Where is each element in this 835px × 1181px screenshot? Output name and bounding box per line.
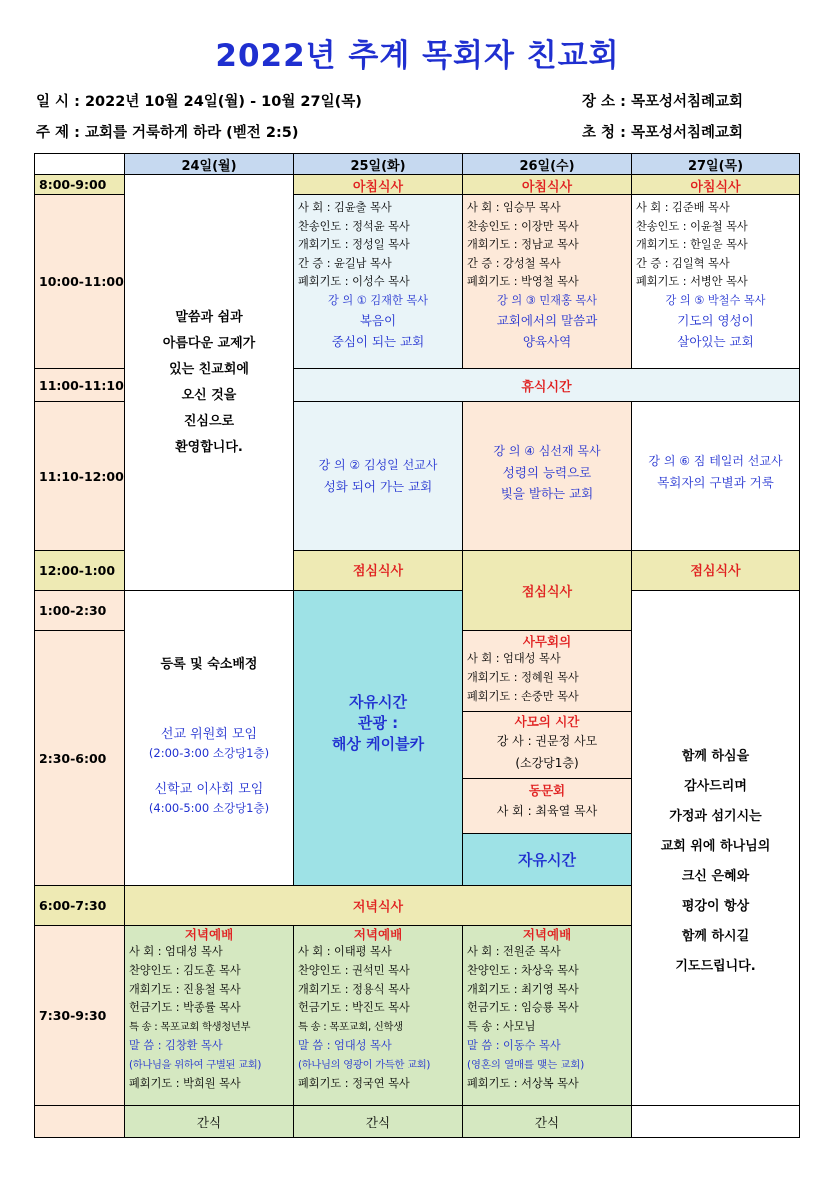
time-slot-empty	[34, 1105, 125, 1138]
alumni-meeting: 동문회 사 회 : 최육열 목사	[462, 778, 632, 834]
lunch-wed: 점심식사	[462, 550, 632, 631]
schedule-table	[34, 153, 800, 1138]
evening-worship-wed: 저녁예배 사 회 : 전원준 목사 찬양인도 : 차상욱 목사 개회기도 : 최기영 목사 헌금기도 : 임승룡 목사 특 송 : 사모님 말 씀 : 이동수 목사 (영혼의 열매를 맺는 교회) 폐회기도 : 서상복 목사	[462, 925, 632, 1106]
evening-worship-mon: 저녁예배 사 회 : 엄대성 목사 찬양인도 : 김도훈 목사 개회기도 : 진용철 목사 헌금기도 : 박종률 목사 특 송 : 목포교회 학생청년부 말 씀 : 김창환 목사 (하나님을 위하여 구별된 교회) 폐회기도 : 박희원 목사	[124, 925, 294, 1106]
snack-thu-empty	[631, 1105, 800, 1138]
header-mon: 24일(월)	[124, 153, 294, 175]
dinner: 저녁식사	[124, 885, 632, 926]
event-date: 일 시 : 2022년 10월 24일(월) - 10월 27일(목)	[36, 94, 362, 110]
seminary-board-detail: (4:00-5:00 소강당1층)	[148, 801, 270, 815]
time-slot: 7:30-9:30	[34, 925, 125, 1106]
break-time: 휴식시간	[293, 368, 800, 402]
lunch-tue: 점심식사	[293, 550, 463, 591]
welcome-message: 말씀과 쉼과 아름다운 교제가 있는 친교회에 오신 것을 진심으로 환영합니다.	[124, 174, 294, 591]
mission-committee-meeting: 선교 위원회 모임	[160, 727, 258, 742]
morning-program-thu: 사 회 : 김준배 목사 찬송인도 : 이윤철 목사 개회기도 : 한일운 목사 간 증 : 김일혁 목사 폐회기도 : 서병안 목사 강 의 ⑤ 박철수 목사 기도의 영성이 살아있는 교회	[631, 194, 800, 369]
monday-afternoon	[124, 590, 294, 886]
evening-worship-tue: 저녁예배 사 회 : 이태평 목사 찬양인도 : 권석민 목사 개회기도 : 정용식 목사 헌금기도 : 박진도 목사 특 송 : 목포교회, 신학생 말 씀 : 엄대성 목사 (하나님의 영광이 가득한 교회) 폐회기도 : 정국연 목사	[293, 925, 463, 1106]
business-meeting: 사무회의 사 회 : 엄대성 목사 개회기도 : 정혜원 목사 폐회기도 : 손중만 목사	[462, 630, 632, 712]
midday-lecture-tue: 강 의 ② 김성일 선교사 성화 되어 가는 교회	[293, 401, 463, 551]
corner-cell	[34, 153, 125, 175]
time-slot: 2:30-6:00	[34, 630, 125, 886]
snack-mon: 간식	[124, 1105, 294, 1138]
header-wed: 26일(수)	[462, 153, 632, 175]
wednesday-free-time: 자유시간	[462, 833, 632, 886]
pastors-wives-time: 사모의 시간 강 사 : 권문정 사모 (소강당1층)	[462, 711, 632, 779]
header-thu: 27일(목)	[631, 153, 800, 175]
snack-tue: 간식	[293, 1105, 463, 1138]
time-slot: 11:00-11:10	[34, 368, 125, 402]
midday-lecture-thu: 강 의 ⑥ 짐 테일러 선교사 목회자의 구별과 거룩	[631, 401, 800, 551]
breakfast-wed: 아침식사	[462, 174, 632, 195]
header-tue: 25일(화)	[293, 153, 463, 175]
seminary-board-meeting: 신학교 이사회 모임	[154, 782, 264, 797]
snack-wed: 간식	[462, 1105, 632, 1138]
time-slot: 6:00-7:30	[34, 885, 125, 926]
time-slot: 11:10-12:00	[34, 401, 125, 551]
tuesday-free-time: 자유시간 관광 : 해상 케이블카	[293, 590, 463, 886]
mission-committee-detail: (2:00-3:00 소강당1층)	[148, 746, 270, 760]
event-host: 초 청 : 목포성서침례교회	[582, 125, 744, 141]
event-theme: 주 제 : 교회를 거룩하게 하라 (벧전 2:5)	[36, 125, 299, 141]
registration-label: 등록 및 숙소배정	[160, 657, 258, 672]
midday-lecture-wed: 강 의 ④ 심선재 목사 성령의 능력으로 빛을 발하는 교회	[462, 401, 632, 551]
time-slot: 10:00-11:00	[34, 194, 125, 369]
closing-message: 함께 하심을 감사드리며 가정과 섬기시는 교회 위에 하나님의 크신 은혜와 평강이 항상 함께 하시길 기도드립니다.	[631, 590, 800, 1106]
time-slot: 1:00-2:30	[34, 590, 125, 631]
time-slot: 8:00-9:00	[34, 174, 125, 195]
breakfast-thu: 아침식사	[631, 174, 800, 195]
event-place: 장 소 : 목포성서침례교회	[582, 94, 744, 110]
morning-program-tue: 사 회 : 김윤출 목사 찬송인도 : 정석윤 목사 개회기도 : 정성일 목사 간 증 : 윤길남 목사 폐회기도 : 이성수 목사 강 의 ① 김재한 목사 복음이 중심이 되는 교회	[293, 194, 463, 369]
breakfast-tue: 아침식사	[293, 174, 463, 195]
morning-program-wed: 사 회 : 임승무 목사 찬송인도 : 이장만 목사 개회기도 : 정남교 목사 간 증 : 강성철 목사 폐회기도 : 박영철 목사 강 의 ③ 민재홍 목사 교회에서의 말씀과 양육사역	[462, 194, 632, 369]
page-title: 2022년 추계 목회자 친교회	[215, 38, 620, 74]
time-slot: 12:00-1:00	[34, 550, 125, 591]
lunch-thu: 점심식사	[631, 550, 800, 591]
